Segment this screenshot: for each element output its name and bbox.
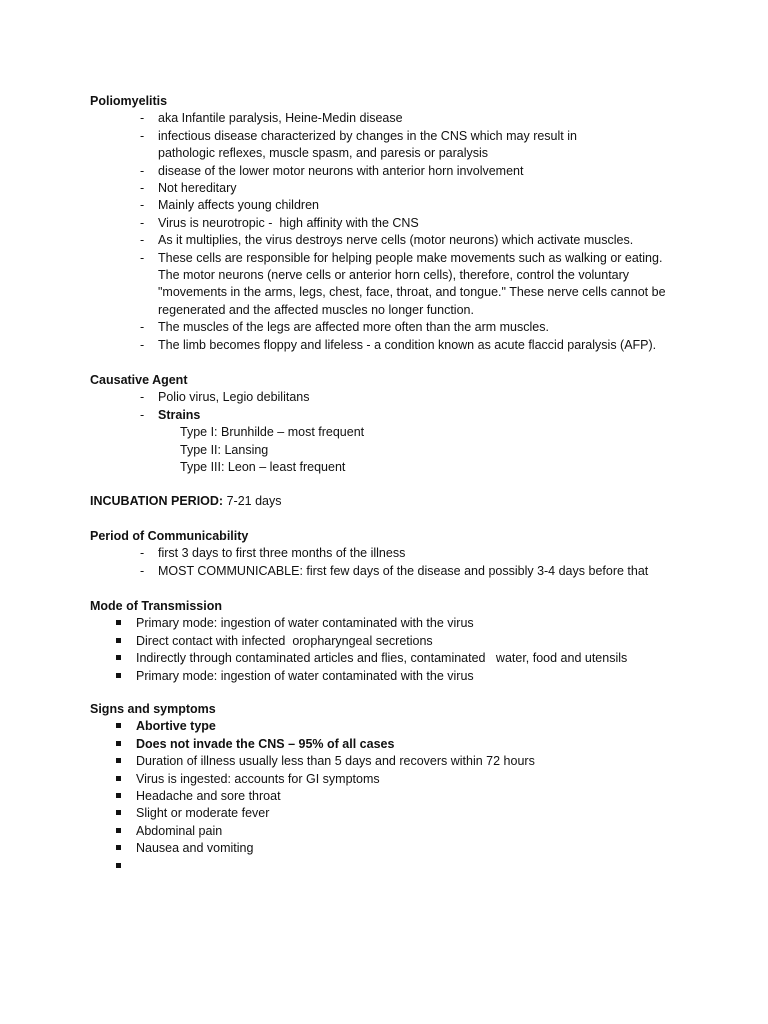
list-item bbox=[90, 128, 690, 163]
strain-item: Type III: Leon – least frequent bbox=[180, 460, 346, 475]
square-bullet bbox=[116, 638, 121, 643]
strain-item: Type II: Lansing bbox=[180, 442, 269, 457]
list-item-text: Primary mode: ingestion of water contaminated with the virus bbox=[136, 668, 474, 683]
dash-bullet bbox=[140, 337, 150, 354]
list-item bbox=[90, 805, 690, 822]
list-item bbox=[90, 823, 690, 840]
strains-label: Strains bbox=[158, 407, 201, 422]
list-item bbox=[90, 788, 690, 805]
list-item bbox=[90, 337, 690, 354]
list-item bbox=[90, 389, 690, 406]
list-item bbox=[90, 180, 690, 197]
list-item-text: Duration of illness usually less than 5 days and recovers within 72 hours bbox=[136, 754, 535, 769]
list-item-text: Abortive type bbox=[136, 719, 216, 734]
list-item bbox=[90, 858, 690, 875]
incubation-value: 7-21 days bbox=[223, 494, 282, 508]
list-item-text: first 3 days to first three months of the illness bbox=[158, 546, 406, 561]
list-item-text: Virus is ingested: accounts for GI symptoms bbox=[136, 771, 380, 786]
list-item bbox=[90, 232, 690, 249]
list-item bbox=[90, 545, 690, 562]
list-item bbox=[90, 771, 690, 788]
list-item-text: Virus is neurotropic - high affinity with the CNS bbox=[158, 215, 419, 230]
list-item bbox=[90, 163, 690, 180]
list-item-text: The limb becomes floppy and lifeless - a condition known as acute flaccid paralysis (AFP). bbox=[158, 337, 657, 352]
square-bullet bbox=[116, 723, 121, 728]
list-item bbox=[90, 197, 690, 214]
section-signs-symptoms bbox=[90, 701, 690, 875]
square-bullet bbox=[116, 620, 121, 625]
list-item bbox=[90, 718, 690, 735]
dash-bullet bbox=[140, 163, 150, 180]
list-item-text: infectious disease characterized by changes in the CNS which may result in pathologic reflexes, muscle spasm, and paresis or paralysis bbox=[158, 128, 577, 161]
square-bullet bbox=[116, 673, 121, 678]
section-title: Signs and symptoms bbox=[90, 702, 216, 716]
dash-bullet bbox=[140, 407, 150, 424]
list-item bbox=[90, 736, 690, 753]
square-bullet bbox=[116, 810, 121, 815]
list-item-text: Mainly affects young children bbox=[158, 198, 319, 213]
dash-bullet bbox=[140, 389, 150, 406]
list-item bbox=[90, 840, 690, 857]
dash-bullet bbox=[140, 215, 150, 232]
square-bullet bbox=[116, 776, 121, 781]
square-bullet bbox=[116, 655, 121, 660]
square-bullet bbox=[116, 741, 121, 746]
list-item-text: MOST COMMUNICABLE: first few days of the disease and possibly 3-4 days before that bbox=[158, 563, 649, 578]
signs-list bbox=[90, 718, 690, 875]
dash-bullet bbox=[140, 232, 150, 249]
square-bullet bbox=[116, 758, 121, 763]
square-bullet bbox=[116, 828, 121, 833]
section-title: Causative Agent bbox=[90, 373, 188, 387]
list-item-text: Abdominal pain bbox=[136, 823, 223, 838]
list-item-text: Polio virus, Legio debilitans bbox=[158, 390, 310, 405]
square-bullet bbox=[116, 793, 121, 798]
list-item bbox=[90, 110, 690, 127]
communicability-list bbox=[90, 545, 690, 580]
list-item-text: Indirectly through contaminated articles and flies, contaminated water, food and utensils bbox=[136, 651, 628, 666]
list-item-text: Nausea and vomiting bbox=[136, 841, 254, 856]
list-item bbox=[90, 650, 690, 667]
incubation-line bbox=[90, 493, 690, 510]
transmission-list bbox=[90, 615, 690, 685]
strain-item: Type I: Brunhilde – most frequent bbox=[180, 425, 365, 440]
section-poliomyelitis bbox=[90, 93, 690, 354]
dash-bullet bbox=[140, 197, 150, 214]
list-item bbox=[90, 319, 690, 336]
list-item bbox=[90, 615, 690, 632]
list-item bbox=[90, 250, 690, 320]
list-item bbox=[90, 633, 690, 650]
square-bullet bbox=[116, 845, 121, 850]
list-item bbox=[90, 215, 690, 232]
dash-bullet bbox=[140, 110, 150, 127]
poliomyelitis-list bbox=[90, 110, 690, 354]
section-title: Period of Communicability bbox=[90, 529, 249, 543]
dash-bullet bbox=[140, 563, 150, 580]
dash-bullet bbox=[140, 180, 150, 197]
section-causative-agent bbox=[90, 372, 690, 476]
list-item-text: The muscles of the legs are affected more often than the arm muscles. bbox=[158, 320, 549, 335]
list-item bbox=[90, 668, 690, 685]
section-transmission bbox=[90, 598, 690, 685]
list-item-text: aka Infantile paralysis, Heine-Medin disease bbox=[158, 111, 403, 126]
list-item-text: Slight or moderate fever bbox=[136, 806, 270, 821]
dash-bullet bbox=[140, 250, 150, 267]
list-item-text: Does not invade the CNS – 95% of all cases bbox=[136, 736, 395, 751]
list-item bbox=[90, 407, 690, 424]
list-item-text: Primary mode: ingestion of water contaminated with the virus bbox=[136, 616, 474, 631]
dash-bullet bbox=[140, 128, 150, 145]
dash-bullet bbox=[140, 319, 150, 336]
dash-bullet bbox=[140, 545, 150, 562]
list-item-text: These cells are responsible for helping people make movements such as walking or eating. The motor neurons (nerve cells or anterior horn cells), therefore, control the voluntary "movements in the arms, legs, chest, face, throat, and tongue." These nerve cells cannot be regenerated and the affected muscles no longer function. bbox=[158, 250, 666, 317]
incubation-label: INCUBATION PERIOD: bbox=[90, 494, 224, 508]
section-title: Poliomyelitis bbox=[90, 94, 168, 108]
list-item-text: Not hereditary bbox=[158, 181, 237, 196]
section-communicability bbox=[90, 528, 690, 580]
list-item-text: As it multiplies, the virus destroys nerve cells (motor neurons) which activate muscles. bbox=[158, 233, 634, 248]
list-item-text: Direct contact with infected oropharyngeal secretions bbox=[136, 633, 433, 648]
section-title: Mode of Transmission bbox=[90, 599, 222, 613]
list-item-text: disease of the lower motor neurons with anterior horn involvement bbox=[158, 163, 524, 178]
list-item bbox=[90, 753, 690, 770]
section-incubation bbox=[90, 493, 690, 510]
square-bullet bbox=[116, 863, 121, 868]
causative-list bbox=[90, 389, 690, 424]
list-item bbox=[90, 563, 690, 580]
list-item-text: Headache and sore throat bbox=[136, 789, 281, 804]
